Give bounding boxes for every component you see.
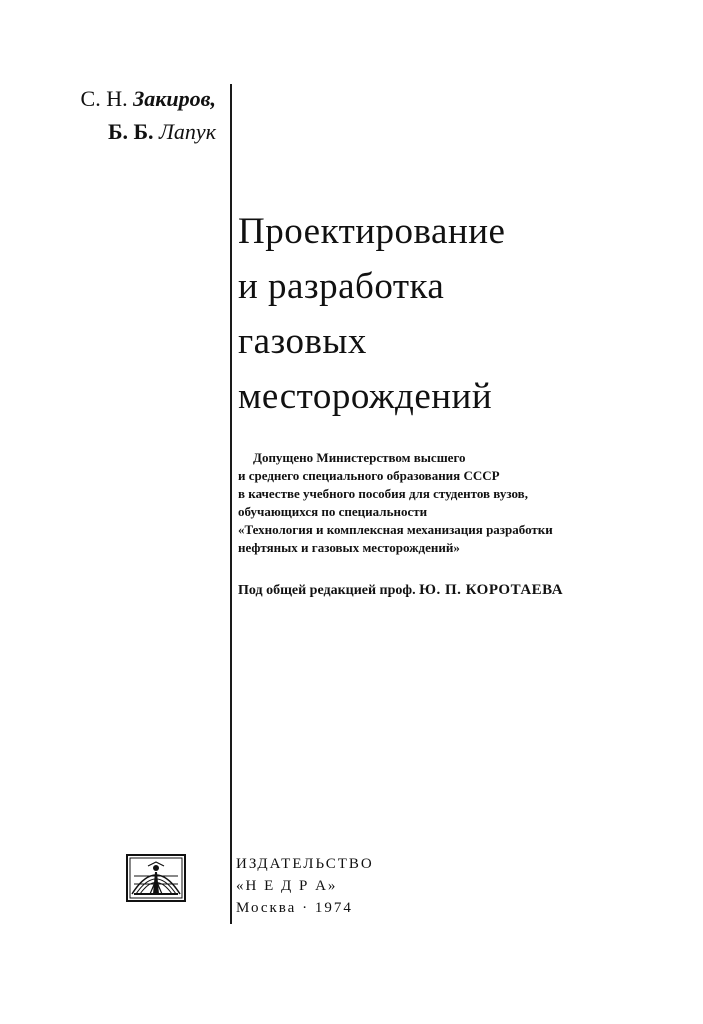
- approval-note: [238, 449, 553, 557]
- editor-name: Ю. П. КОРОТАЕВА: [419, 582, 564, 598]
- vertical-divider: [230, 84, 232, 924]
- editor-credit: [238, 580, 563, 601]
- publisher-house: ИЗДАТЕЛЬСТВО: [236, 856, 374, 872]
- approval-line: «Технология и комплексная механизация разработки: [238, 522, 553, 537]
- book-title: [238, 204, 505, 424]
- approval-line: и среднего специального образования СССР: [238, 468, 500, 483]
- approval-line: Допущено Министерством высшего: [253, 450, 466, 465]
- author-second-initials: Б. Б.: [107, 119, 154, 144]
- title-line: Проектирование: [238, 211, 506, 252]
- title-line: и разработка: [238, 266, 445, 307]
- approval-line: в качестве учебного пособия для студентов вузов,: [238, 486, 528, 501]
- approval-line: нефтяных и газовых месторождений»: [238, 540, 460, 555]
- author-second-surname: Лапук: [159, 119, 216, 144]
- title-line: месторождений: [238, 376, 493, 417]
- title-line: газовых: [238, 321, 367, 362]
- author-first-surname: Закиров,: [133, 86, 216, 111]
- author-second: [50, 115, 216, 148]
- editor-prefix: Под общей редакцией проф.: [238, 583, 416, 598]
- author-first: [50, 82, 216, 115]
- publisher-block: [236, 853, 374, 919]
- author-first-initials: С. Н.: [80, 86, 128, 111]
- publisher-emblem-icon: [126, 854, 186, 902]
- publisher-name: «Н Е Д Р А»: [236, 878, 338, 894]
- authors-block: [50, 82, 216, 148]
- publisher-city-year: Москва · 1974: [236, 900, 353, 916]
- approval-line: обучающихся по специальности: [238, 504, 428, 519]
